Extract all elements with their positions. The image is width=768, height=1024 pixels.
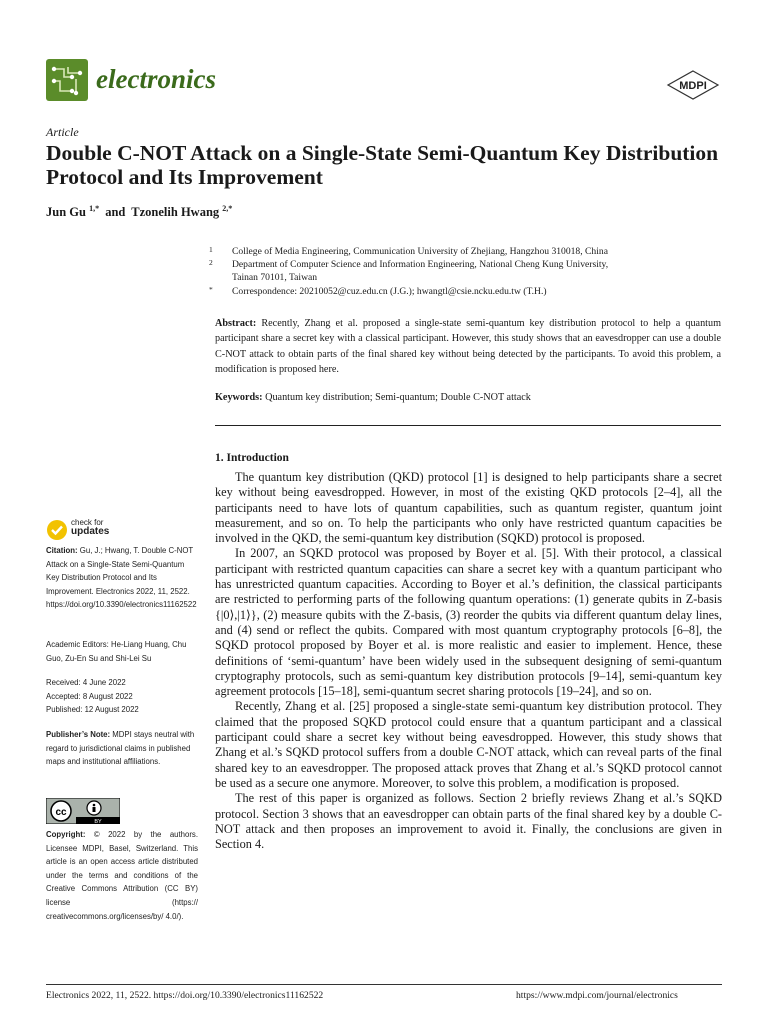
keywords-label: Keywords: xyxy=(215,392,263,403)
copyright-label: Copyright: xyxy=(46,830,86,839)
cc-by-label: BY xyxy=(94,819,102,824)
section-body xyxy=(215,470,722,852)
article-title: Double C-NOT Attack on a Single-State Semi-Quantum Key Distribution Protocol and Its Improvement xyxy=(46,141,719,189)
affiliation-text: Department of Computer Science and Information Engineering, National Cheng Kung University, xyxy=(232,259,609,270)
footer-divider xyxy=(46,984,722,985)
paragraph: Recently, Zhang et al. [25] proposed a single-state semi-quantum key distribution protocol. They claimed that the proposed SQKD protocol could ensure that a quantum participant and a classical participant could share a secret key without being eavesdropped. However, this study shows that Zhang et al.’s SQKD protocol suffers from a double C-NOT attack, which can reveal parts of the final shared key to an eavesdropper. The proposed attack proves that Zhang et al.’s SQKD protocol cannot be used as a secure one anymore. Moreover, to solve this problem, a modification is proposed. xyxy=(215,699,722,790)
paragraph: In 2007, an SQKD protocol was proposed by Boyer et al. [5]. With their protocol, a classical participant with restricted quantum capacities can share a secret key with a quantum participant who has unrestricted quantum capacities. According to Boyer et al.’s definition, the classical participants are restricted to performing parts of the following quantum operations: (1) generate qubits in Z-basis {|0⟩,|1⟩}, (2) measure qubits with the Z-basis, (3) reorder the qubits via different quantum delay lines, and (4) send or reflect the qubits. Compared with most quantum cryptography protocols [6–8], the SQKD protocol proposed by Boyer et al. is more realistic and easier to implement. Hence, these definitions of ‘semi-quantum’ have been widely used in the subsequent designing of semi-quantum cryptography protocols, such as semi-quantum key distribution protocols [9–14], semi-quantum key agreement protocols [15–18], semi-quantum secret sharing protocols [19–24], and so on. xyxy=(215,546,722,699)
affiliation-mark: 1 xyxy=(209,245,213,254)
keywords-text: Quantum key distribution; Semi-quantum; Double C-NOT attack xyxy=(265,392,531,403)
affiliation-text: Tainan 70101, Taiwan xyxy=(232,272,318,283)
publisher-note-text: MDPI stays neutral with regard to jurisdictional claims in published maps and institutional affiliations. xyxy=(46,730,195,767)
check-for-updates-button[interactable] xyxy=(46,517,176,543)
abstract xyxy=(215,316,721,378)
publisher-note-label: Publisher’s Note: xyxy=(46,730,111,739)
abstract-label: Abstract: xyxy=(215,318,257,329)
keywords xyxy=(215,392,721,403)
journal-name: electronics xyxy=(96,64,216,94)
section-heading: 1. Introduction xyxy=(215,452,289,464)
author-affiliation-mark: 2,* xyxy=(222,204,233,213)
authors-joiner: and xyxy=(105,205,126,220)
citation-label: Citation: xyxy=(46,546,78,555)
divider xyxy=(215,425,721,426)
citation-block xyxy=(46,544,198,612)
copyright-block xyxy=(46,828,198,923)
author-affiliation-mark: 1,* xyxy=(89,204,100,213)
citation-text: Gu, J.; Hwang, T. Double C-NOT Attack on a Single-State Semi-Quantum Key Distribution Protocol and Its Improvement. Electronics 2022, 11, 2522. https://doi.org/10.3390/electronics11162522 xyxy=(46,546,197,610)
check-updates-line2: updates xyxy=(71,526,110,537)
academic-editors: Academic Editors: He-Liang Huang, Chu Guo, Zu-En Su and Shi-Lei Su xyxy=(46,640,187,663)
affiliation-mark: 2 xyxy=(209,258,213,267)
footer-citation: Electronics 2022, 11, 2522. https://doi.org/10.3390/electronics11162522 xyxy=(46,990,324,1001)
author-name: Jun Gu xyxy=(46,205,86,220)
footer-journal-link[interactable]: https://www.mdpi.com/journal/electronics xyxy=(516,990,678,1001)
paragraph: The quantum key distribution (QKD) protocol [1] is designed to help participants share a secret key without being eavesdropped. However, in most of the existing QKD protocols [2–4], all the participants need to have lots of quantum capabilities, such as quantum register, quantum joint measurement, and so on. To help the participants who only have restricted quantum capacities be involved in the QKD, the semi-quantum key distribution (SQKD) protocol is proposed. xyxy=(215,470,722,546)
author-name: Tzonelih Hwang xyxy=(131,205,220,220)
received-date: Received: 4 June 2022 xyxy=(46,678,126,687)
check-updates-icon xyxy=(46,519,68,541)
copyright-text: © 2022 by the authors. Licensee MDPI, Basel, Switzerland. This article is an open access article distributed under the terms and conditions of the Creative Commons Attribution (CC BY) license (https:// creativecommons.org/licenses/by/ 4.0/). xyxy=(46,830,198,921)
published-date: Published: 12 August 2022 xyxy=(46,705,139,715)
affiliation-text: College of Media Engineering, Communication University of Zhejiang, Hangzhou 310018, China xyxy=(232,246,608,257)
article-type: Article xyxy=(46,125,79,139)
svg-text:cc: cc xyxy=(55,807,67,818)
author-list xyxy=(46,204,232,220)
dates-block xyxy=(46,676,198,717)
journal-logo-icon xyxy=(46,59,88,101)
publisher-note xyxy=(46,728,198,769)
correspondence-text: Correspondence: 20210052@cuz.edu.cn (J.G.); hwangtl@csie.ncku.edu.tw (T.H.) xyxy=(232,286,547,297)
abstract-text: Recently, Zhang et al. proposed a single-state semi-quantum key distribution protocol to help a quantum participant share a secret key with a classical participant. However, this study shows that an eavesdropper can use a double C-NOT attack to obtain parts of the final shared key without being detected by the participants. To avoid this problem, a modification is proposed here. xyxy=(215,318,722,376)
accepted-date: Accepted: 8 August 2022 xyxy=(46,691,133,701)
check-updates-line1: check for xyxy=(71,518,104,527)
cc-by-license-icon xyxy=(46,798,120,824)
publisher-name: MDPI xyxy=(679,80,707,92)
affiliation-mark: * xyxy=(209,285,213,294)
mdpi-logo-icon xyxy=(666,70,720,100)
paragraph: The rest of this paper is organized as follows. Section 2 briefly reviews Zhang et al.’s SQKD protocol. Section 3 shows that an eavesdropper can obtain parts of the final shared key by a double C-NOT attack and then proposes an improvement to avoid it. Finally, the conclusions are given in Section 4. xyxy=(215,791,722,852)
